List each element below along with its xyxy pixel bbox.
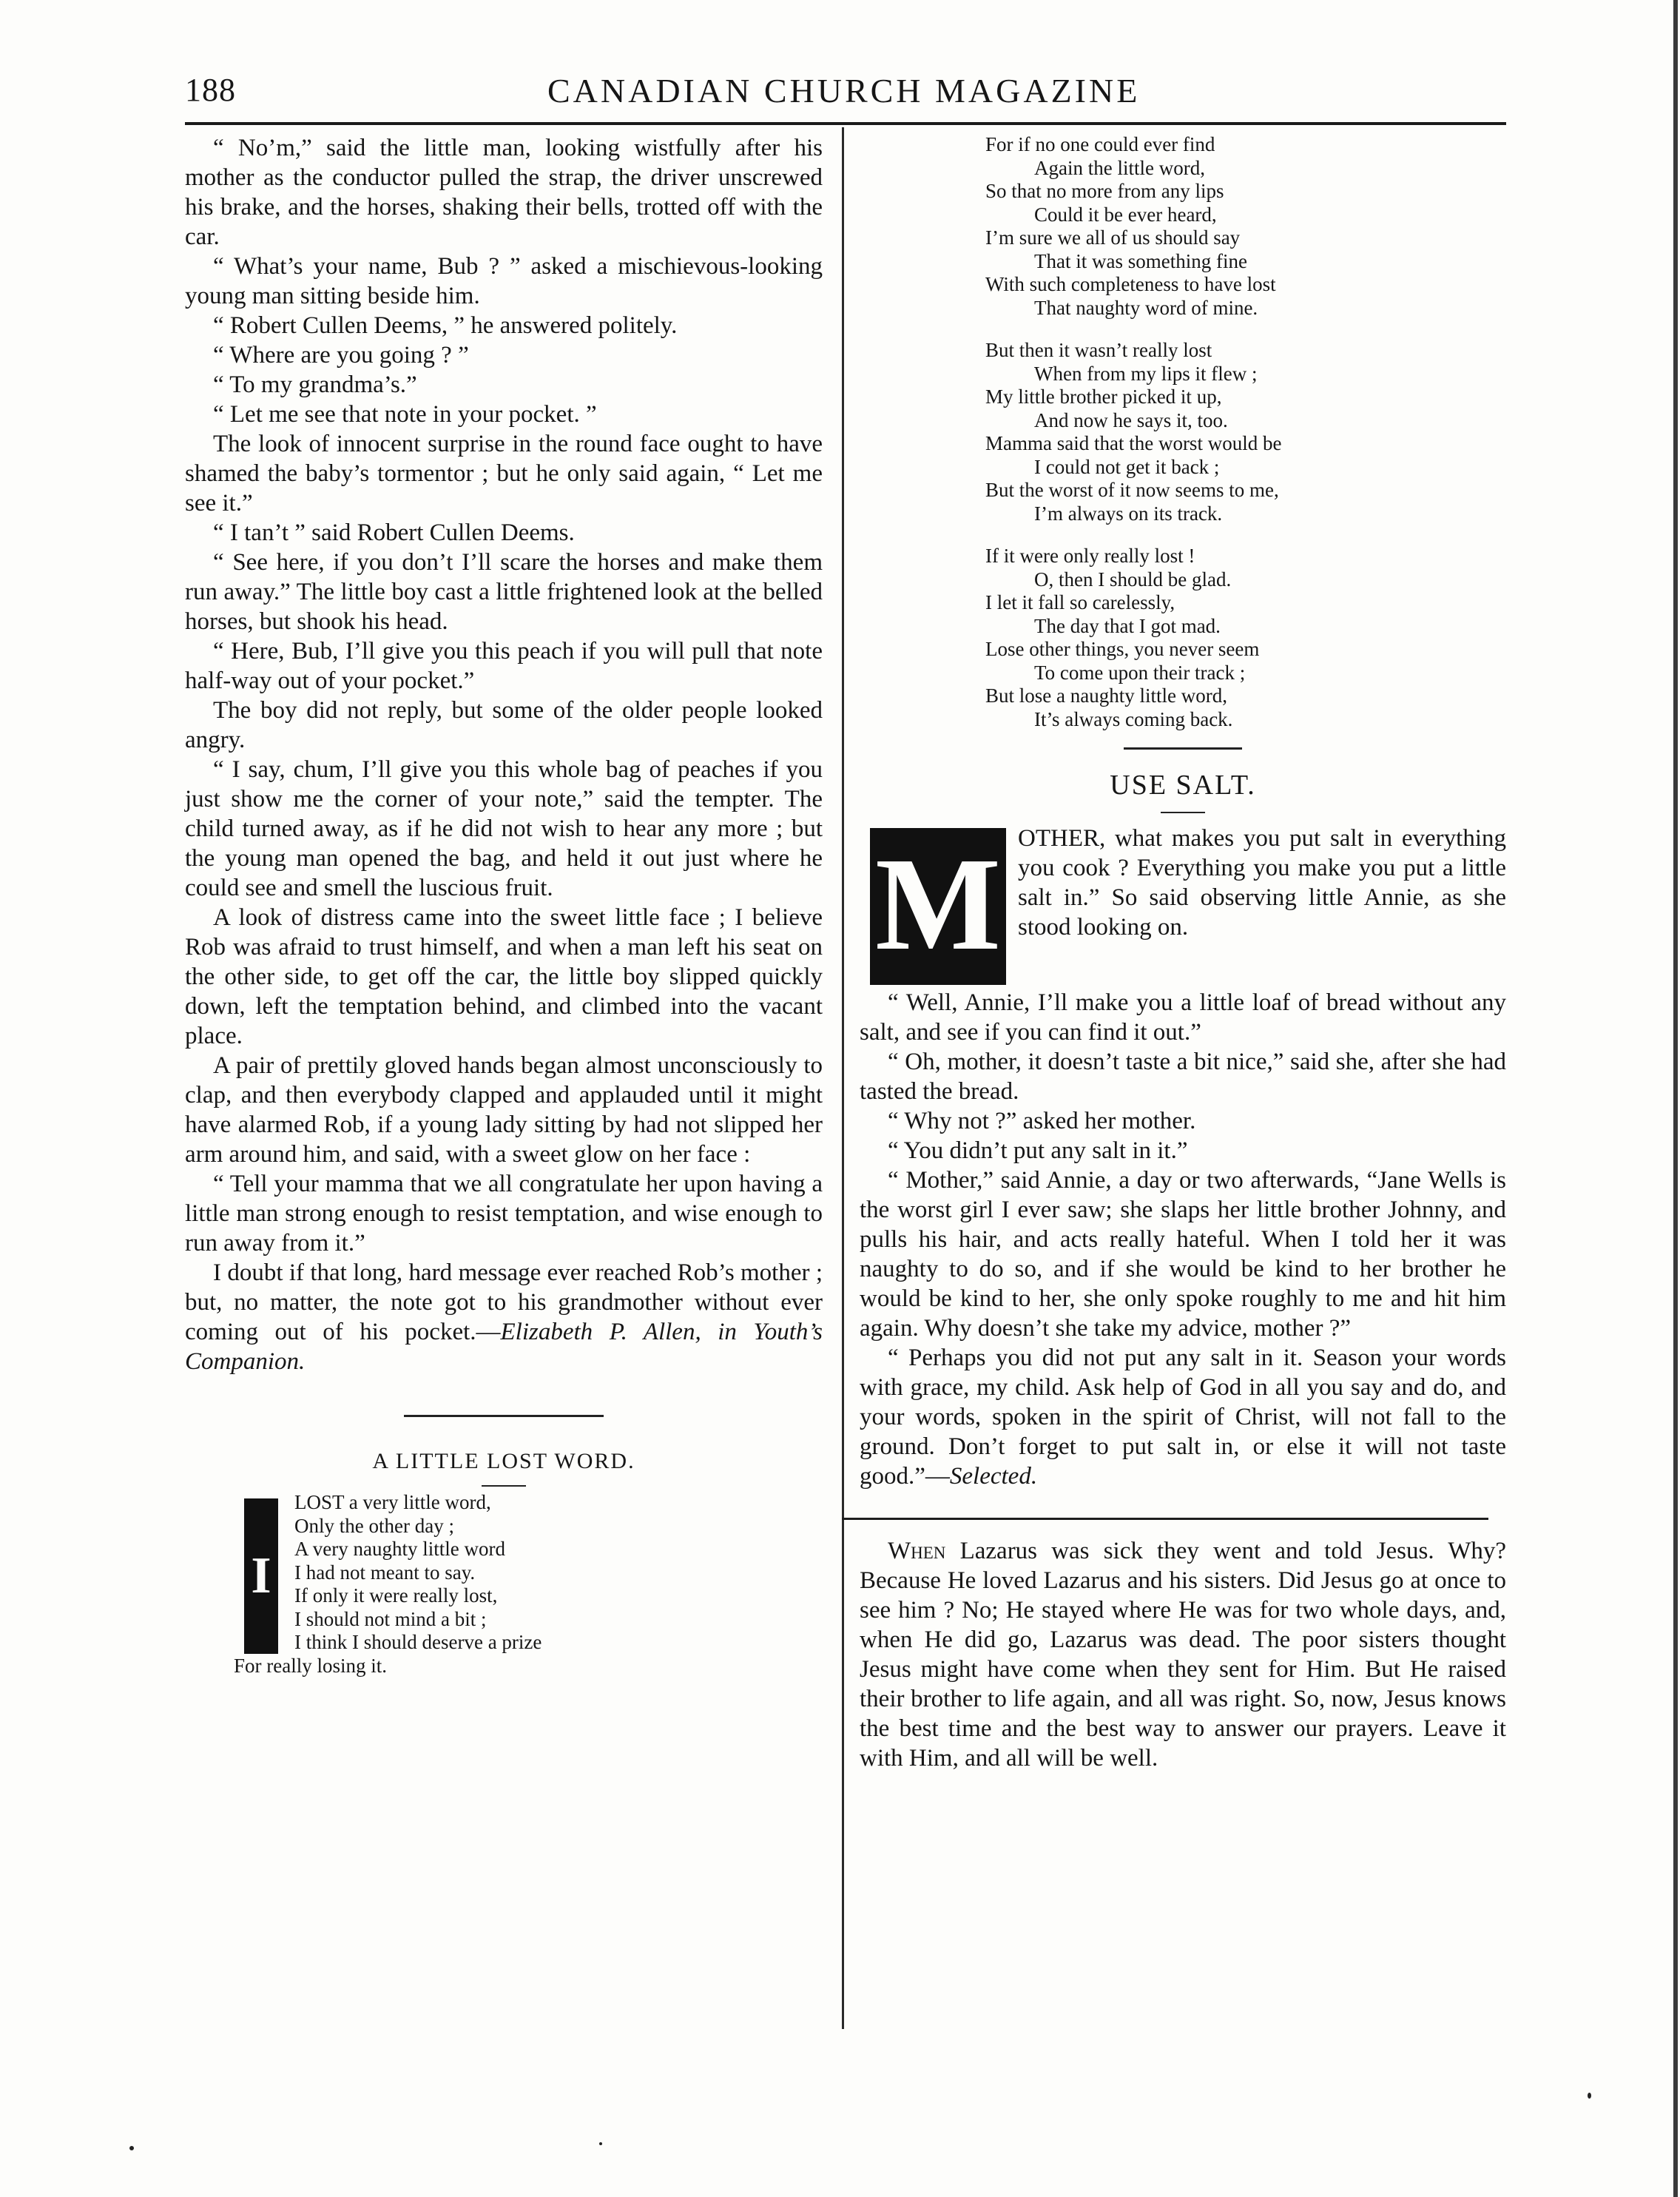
story-paragraph: “ Where are you going ? ” (213, 342, 469, 369)
lazarus-text: Lazarus was sick they went and told Jesus. Why? Because He loved Lazarus and his sisters. Did Jesus go at once to see him ? No; He stayed where He was for two whole days, and, when He did go, Lazarus was dead. The poor sisters thought Jesus might have come when they sent for Him. But He raised their brother to life again, and all was right. So, now, Jesus knows the best time and the best way to answer our prayers. Leave it with Him, and all will be well. (860, 1538, 1506, 1772)
poem-line: That naughty word of mine. (1034, 296, 1258, 319)
story-paragraph: “ To my grandma’s.” (213, 371, 417, 398)
column-divider (842, 127, 844, 2029)
poem-title-rule (482, 1485, 526, 1487)
lazarus-lead-word: When (888, 1538, 946, 1564)
poem-stanza (985, 339, 1429, 525)
section-rule (1124, 747, 1242, 750)
poem-line: Only the other day ; (294, 1514, 454, 1537)
poem-continued (985, 133, 1429, 731)
poem-line: I think I should deserve a prize (294, 1631, 542, 1653)
poem-title: A LITTLE LOST WORD. (372, 1449, 635, 1473)
page-header (185, 71, 1502, 123)
poem-line: The day that I got mad. (1034, 614, 1221, 637)
poem-line: I had not meant to say. (294, 1561, 476, 1584)
scan-speck (1588, 2093, 1591, 2099)
poem-line: With such completeness to have lost (985, 273, 1276, 295)
poem-line: Mamma said that the worst would be (985, 432, 1282, 454)
article-final-text: “ Perhaps you did not put any salt in it. Season your words with grace, my child. Ask help of God in all you say and do, and your words, spoken in the spirit of Christ, will not fall to the ground. Don’t forget to put salt in, or else it will not taste good.”— (860, 1345, 1506, 1490)
story-paragraph: A look of distress came into the sweet little face ; I believe Rob was afraid to trust himself, and when a man left his seat on the other side, to get off the car, the little boy slipped quickly down, left the temptation behind, and climbed into the vacant place. (185, 904, 823, 1049)
story-paragraph: “ Let me see that note in your pocket. ” (213, 401, 597, 428)
poem-line: I should not mind a bit ; (294, 1607, 487, 1630)
article-paragraph: “ Mother,” said Annie, a day or two afterwards, “Jane Wells is the worst girl I ever saw; she slaps her little brother Johnny, and pulls his hair, and acts really hateful. When I told her it was naughty to do so, and if she would be kind to her brother he would be kind to her, she only spoke roughly to me and hit him again. Why doesn’t she take my advice, mother ?” (860, 1167, 1506, 1342)
story-paragraph: “ Robert Cullen Deems, ” he answered politely. (213, 312, 678, 339)
poem-line: And now he says it, too. (1034, 408, 1228, 431)
poem-line: But the worst of it now seems to me, (985, 479, 1279, 501)
spacer (860, 1491, 1506, 1518)
closing-text: I doubt if that long, hard message ever reached Rob’s mother ; but, no matter, the note got to his grandmother without ever coming out of his pocket.— (185, 1259, 823, 1345)
story-paragraph: The boy did not reply, but some of the older people looked angry. (185, 697, 823, 753)
poem-line: If only it were really lost, (294, 1584, 498, 1606)
page-number: 188 (185, 72, 236, 108)
poem-line: A very naughty little word (294, 1538, 505, 1560)
article-paragraph: “ Why not ?” asked her mother. (888, 1108, 1196, 1134)
left-column (185, 133, 823, 1678)
article-paragraph (860, 1343, 1506, 1491)
poem-line: My little brother picked it up, (985, 386, 1222, 408)
decorative-drop-cap-m: M (870, 828, 1006, 985)
article-paragraph: OTHER, what makes you put salt in everything you cook ? Everything you make you put a little salt in.” So said observing little Annie, as she stood looking on. (1018, 825, 1506, 941)
story-paragraph: “ See here, if you don’t I’ll scare the horses and make them run away.” The little boy cast a little frightened look at the belled horses, but shook his head. (185, 549, 823, 635)
poem-line: So that no more from any lips (985, 180, 1224, 202)
story-paragraph: The look of innocent surprise in the round face ought to have shamed the baby’s tormentor ; but he only said again, “ Let me see it.” (185, 431, 823, 517)
poem-stanza (985, 545, 1429, 731)
decorative-drop-cap-i: I (244, 1498, 278, 1654)
poem-line: But lose a naughty little word, (985, 684, 1227, 707)
scan-speck (599, 2142, 602, 2145)
poem-line: I could not get it back ; (1034, 455, 1220, 478)
article-attribution: Selected. (949, 1463, 1038, 1490)
lazarus-paragraph (860, 1536, 1506, 1773)
poem-line: I’m sure we all of us should say (985, 226, 1241, 249)
poem-line: Could it be ever heard, (1034, 203, 1217, 226)
poem-line: To come upon their track ; (1034, 661, 1246, 684)
poem-line: O, then I should be glad. (1034, 568, 1232, 591)
poem-line: For if no one could ever find (985, 133, 1215, 155)
poem-line: But then it wasn’t really lost (985, 339, 1212, 361)
story-paragraph: A pair of prettily gloved hands began almost unconsciously to clap, and then everybody clapped and applauded until it might have alarmed Rob, if a young lady sitting by had not slipped her arm around him, and said, with a sweet glow on her face : (185, 1052, 823, 1168)
scan-speck (129, 2146, 134, 2150)
poem-line: When from my lips it flew ; (1034, 362, 1258, 385)
closing-section-rule (842, 1518, 1488, 1520)
article-title-rule (1161, 812, 1205, 813)
story-closing-paragraph (185, 1258, 823, 1376)
article-title: USE SALT. (1110, 770, 1256, 801)
running-title: CANADIAN CHURCH MAGAZINE (547, 72, 1141, 110)
poem-line: If it were only really lost ! (985, 545, 1195, 567)
poem-line: It’s always coming back. (1034, 707, 1233, 730)
right-column (860, 133, 1506, 1773)
story-paragraph: “ No’m,” said the little man, looking wistfully after his mother as the conductor pulled the strap, the driver unscrewed his brake, and the horses, shaking their bells, trotted off with the car. (185, 135, 823, 250)
story-paragraph: “ I say, chum, I’ll give you this whole bag of peaches if you just show me the corner of your note,” said the tempter. The child turned away, as if he did not wish to hear any more ; but the young man opened the bag, and held it out just where he could see and smell the luscious fruit. (185, 756, 823, 901)
poem-line: I’m always on its track. (1034, 502, 1223, 525)
section-rule (404, 1415, 604, 1417)
article-paragraph: “ You didn’t put any salt in it.” (888, 1137, 1188, 1164)
scan-edge (1673, 0, 1678, 2197)
story-paragraph: “ Tell your mamma that we all congratulate her upon having a little man strong enough to resist temptation, and wise enough to run away from it.” (185, 1171, 823, 1256)
story-attribution: Elizabeth P. Allen, in Youth’s Companion. (185, 1319, 823, 1375)
poem-line: For really losing it. (234, 1654, 387, 1677)
poem-line: Lose other things, you never seem (985, 638, 1260, 660)
poem-line: I let it fall so carelessly, (985, 591, 1175, 613)
poem-line: That it was something fine (1034, 249, 1247, 272)
poem-line: Again the little word, (1034, 156, 1205, 179)
article-paragraph: “ Oh, mother, it doesn’t taste a bit nice,” said she, after she had tasted the bread. (860, 1049, 1506, 1105)
poem-stanza (985, 133, 1429, 320)
story-paragraph: “ Here, Bub, I’ll give you this peach if you will pull that note half-way out of your pocket.” (185, 638, 823, 694)
header-rule (185, 122, 1506, 125)
poem-line: LOST a very little word, (294, 1491, 491, 1513)
story-paragraph: “ I tan’t ” said Robert Cullen Deems. (213, 519, 575, 546)
article-paragraph: “ Well, Annie, I’ll make you a little loaf of bread without any salt, and see if you can find it out.” (860, 989, 1506, 1046)
poem-little-lost-word (185, 1491, 823, 1678)
story-paragraph: “ What’s your name, Bub ? ” asked a mischievous-looking young man sitting beside him. (185, 253, 823, 309)
